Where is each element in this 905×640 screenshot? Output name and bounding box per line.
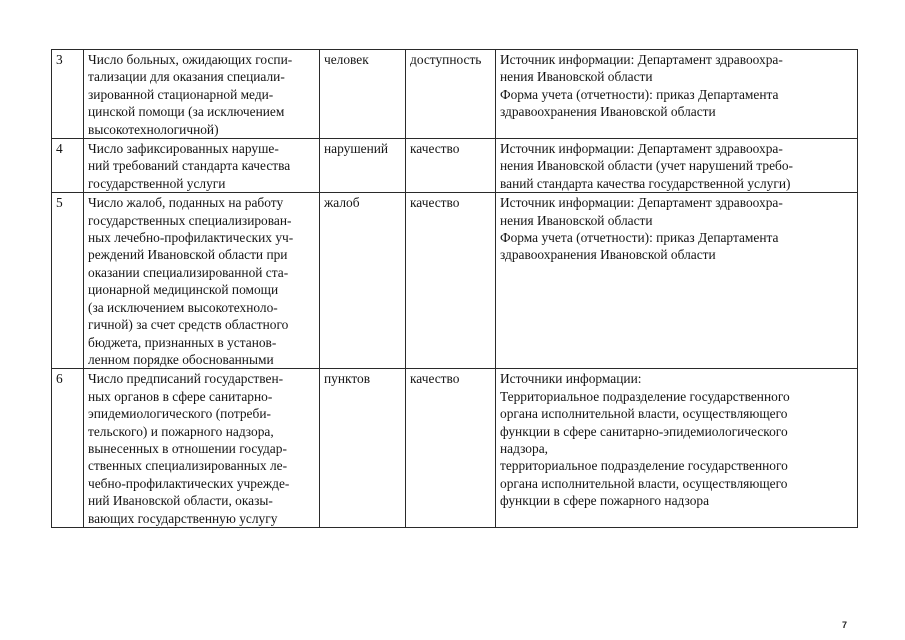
row-number: 4 [52, 139, 84, 193]
indicator-type: качество [406, 193, 496, 369]
information-source [496, 369, 858, 528]
source-line: Территориальное подразделение государственного органа исполнительной власти, осуществляющего функции в сфере санитарно-эпидемиологического надзора, [500, 388, 790, 456]
table-row [52, 50, 858, 139]
row-number: 6 [52, 369, 84, 528]
source-line: Источники информации: [500, 371, 642, 387]
information-source [496, 50, 858, 139]
unit-of-measure: жалоб [320, 193, 406, 369]
unit-of-measure: человек [320, 50, 406, 139]
information-source [496, 193, 858, 369]
source-line: территориальное подразделение государственного органа исполнительной власти, осуществляющего функции в сфере пожарного надзора [500, 458, 788, 509]
source-line: Источник информации: Департамент здравоохра- нения Ивановской области [500, 195, 783, 228]
indicator-type: доступность [406, 50, 496, 139]
indicator-type: качество [406, 369, 496, 528]
row-number: 3 [52, 50, 84, 139]
information-source [496, 139, 858, 193]
source-line: Форма учета (отчетности): приказ Департамента здравоохранения Ивановской области [500, 86, 779, 120]
indicator-name: Число предписаний государствен- ных органов в сфере санитарно- эпидемиологического (потреби- тельского) и пожарного надзора, вынесенных в отношении государ- ственных специализированных ле- чебно-профилактических учрежде- ний Ивановской области, оказы- вающих государственную услугу [84, 369, 320, 528]
page-number: 7 [842, 620, 848, 630]
indicator-name: Число жалоб, поданных на работу государственных специализирован- ных лечебно-профилактических уч- реждений Ивановской области при оказании специализированной ста- ционарной медицинской помощи (за исключением высокотехноло- гичной) за счет средств областного бюджета, признанных в установ- ленном порядке обоснованными [84, 193, 320, 369]
unit-of-measure: нарушений [320, 139, 406, 193]
row-number: 5 [52, 193, 84, 369]
table-row [52, 369, 858, 528]
unit-of-measure: пунктов [320, 369, 406, 528]
source-line: Источник информации: Департамент здравоохра- нения Ивановской области [500, 52, 783, 85]
indicator-name: Число больных, ожидающих госпи- тализации для оказания специали- зированной стационарной меди- цинской помощи (за исключением высокотехнологичной) [84, 50, 320, 139]
indicator-type: качество [406, 139, 496, 193]
source-line: Форма учета (отчетности): приказ Департамента здравоохранения Ивановской области [500, 230, 779, 263]
table-row [52, 139, 858, 193]
indicator-name: Число зафиксированных наруше- ний требований стандарта качества государственной услуги [84, 139, 320, 193]
indicators-table [51, 49, 858, 528]
table-row [52, 193, 858, 369]
source-line: Источник информации: Департамент здравоохра- нения Ивановской области (учет нарушений требо- ваний стандарта качества государственной услуги) [500, 141, 793, 191]
